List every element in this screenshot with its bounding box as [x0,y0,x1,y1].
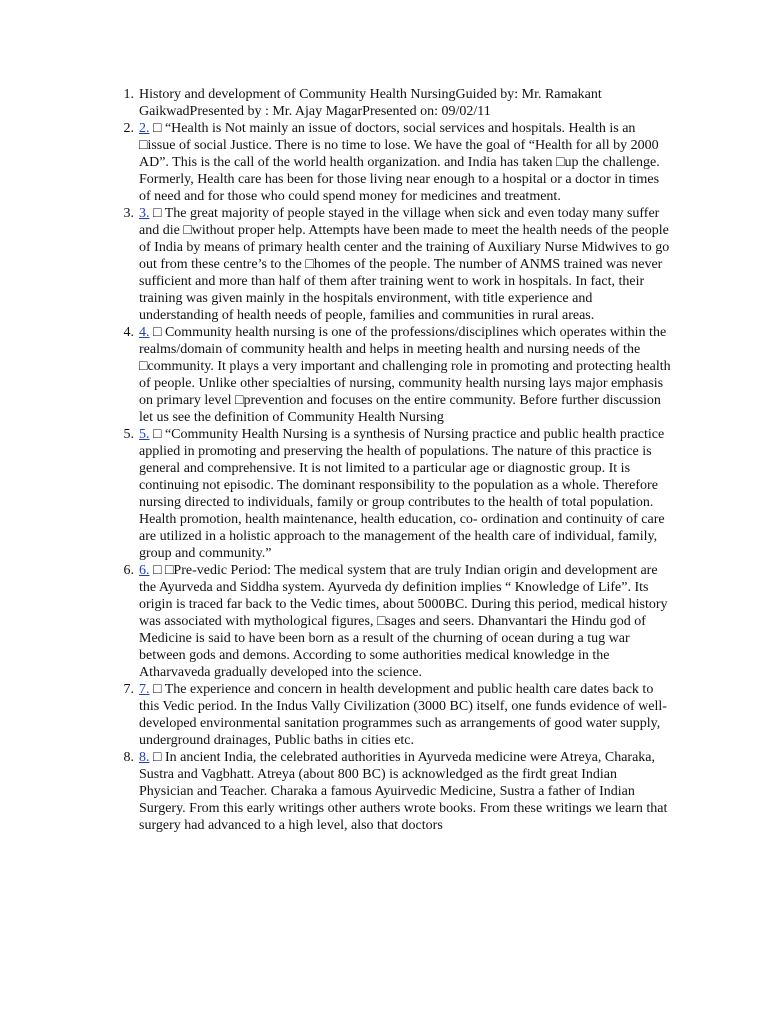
item-link[interactable]: 6. [139,563,150,578]
item-text: □ “Community Health Nursing is a synthesis of Nursing practice and public health practice applied in promoting and preserving the health of populations. The nature of this practice is general and comprehensive. It is not limited to a particular age or diagnostic group. It is continuing not episodic. The dominant responsibility to the population as a whole. Therefore nursing directed to individuals, family or group contributes to the health of total population. Health promotion, health maintenance, health education, co- ordination and continuity of care are utilized in a holistic approach to the management of the health care of individual, family, group and community.” [139,427,665,561]
item-text: □ The experience and concern in health development and public health care dates back to this Vedic period. In the Indus Vally Civilization (3000 BC) itself, one funds evidence of well- developed environmental sanitation programmes such as arrangements of good water supply, underground drainages, Public baths in cities etc. [139,682,667,748]
item-link[interactable]: 8. [139,750,150,765]
item-link[interactable]: 7. [139,682,150,697]
item-number: 5. [123,427,134,442]
list-item [123,681,674,749]
item-number: 1. [123,87,134,102]
item-number: 8. [123,750,134,765]
item-text: History and development of Community Health NursingGuided by: Mr. Ramakant GaikwadPresented by : Mr. Ajay MagarPresented on: 09/02/11 [139,87,602,119]
item-text: □ Community health nursing is one of the professions/disciplines which operates within the realms/domain of community health and helps in meeting health and nursing needs of the □community. It plays a very important and challenging role in promoting and protecting health of people. Unlike other specialties of nursing, community health nursing lays major emphasis on primary level □prevention and focuses on the entire community. Before further discussion let us see the definition of Community Health Nursing [139,325,671,425]
list-item [123,562,674,681]
item-number: 6. [123,563,134,578]
item-number: 7. [123,682,134,697]
item-text: □ “Health is Not mainly an issue of doctors, social services and hospitals. Health is an □issue of social Justice. There is no time to lose. We have the goal of “Health for all by 2000 AD”. This is the call of the world health organization. and India has taken □up the challenge. Formerly, Health care has been for those living near enough to a hospital or a doctor in times of need and for those who could spend money for medicines and treatment. [139,121,660,204]
item-text: □ In ancient India, the celebrated authorities in Ayurveda medicine were Atreya, Charaka, Sustra and Vagbhatt. Atreya (about 800 BC) is acknowledged as the firdt great Indian Physician and Teacher. Charaka a famous Ayuirvedic Medicine, Sustra a father of Indian Surgery. From this early writings other authers wrote books. From these writings we learn that surgery had advanced to a high level, also that doctors [139,750,668,833]
item-link[interactable]: 4. [139,325,150,340]
item-link[interactable]: 2. [139,121,150,136]
list-item [123,120,674,205]
item-text: □ □Pre-vedic Period: The medical system that are truly Indian origin and development are the Ayurveda and Siddha system. Ayurveda dy definition implies “ Knowledge of Life”. Its origin is traced far back to the Vedic times, about 5000BC. During this period, medical history was associated with mythological figures, □sages and seers. Dhanvantari the Hindu god of Medicine is said to have been born as a result of the churning of ocean during a tug war between gods and demons. According to some authorities medical knowledge in the Atharvaveda gradually developed into the science. [139,563,668,680]
list-item [123,749,674,834]
item-number: 2. [123,121,134,136]
list-item [123,426,674,562]
item-number: 4. [123,325,134,340]
item-link[interactable]: 3. [139,206,150,221]
item-link[interactable]: 5. [139,427,150,442]
list-item [123,205,674,324]
item-number: 3. [123,206,134,221]
item-text: □ The great majority of people stayed in the village when sick and even today many suffer and die □without proper help. Attempts have been made to meet the health needs of the people of India by means of primary health center and the training of Auxiliary Nurse Midwives to go out from these centre’s to the □homes of the people. The number of ANMS trained was never sufficient and more than half of them after training went to work in hospitals. In fact, their training was given mainly in the hospitals environment, with title experience and understanding of health needs of people, families and communities in rural areas. [139,206,670,323]
numbered-list [123,86,674,834]
list-item [123,86,674,120]
list-item [123,324,674,426]
